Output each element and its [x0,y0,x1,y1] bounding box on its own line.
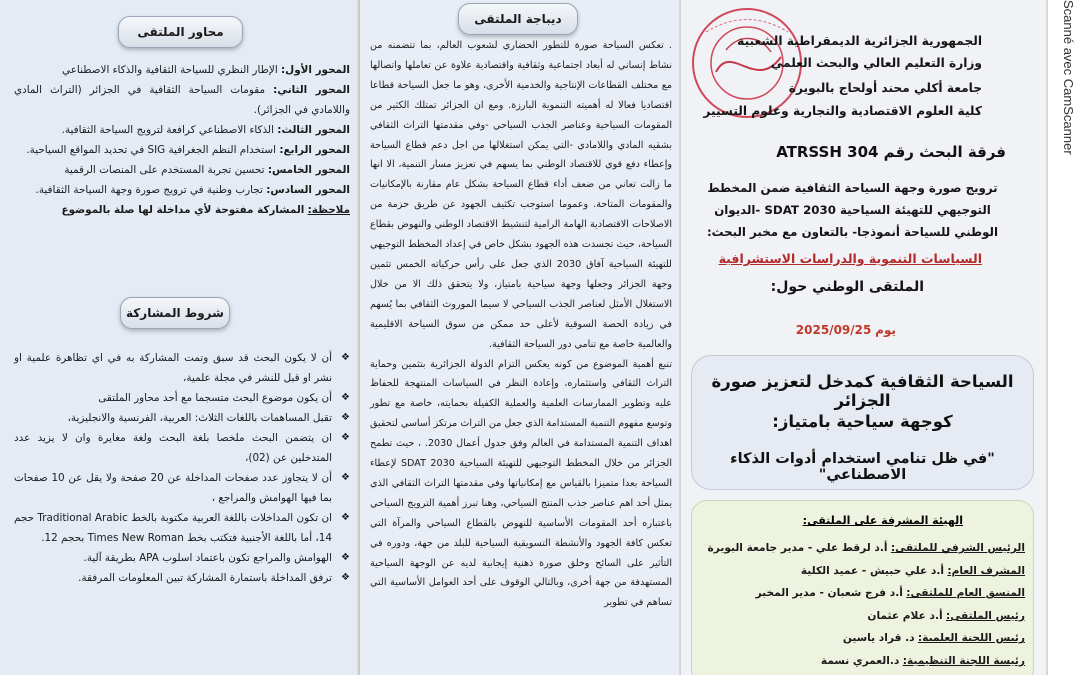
scanner-watermark [1048,0,1080,675]
right-panel [680,0,1046,675]
conditions-list [14,348,350,588]
axes-list [14,60,350,220]
header-line: الجمهورية الجزائرية الديمقراطية الشعبية [737,34,982,48]
forum-label: الملتقى الوطني حول: [770,279,924,295]
theme-line-3: "في ظل تنامي استخدام أدوات الذكاء الاصطناعي" [730,451,995,483]
middle-panel [359,0,679,675]
note: ملاحظة: المشاركة مفتوحة لأي مداخلة لها صلة بالموضوع [61,204,350,216]
condition-item: ❖ ان تكون المداخلات باللغة العربية مكتوبة بالخط Traditional Arabic حجم 14، أما باللغة الأجنبية فتكتب بخط Times New Roman بحجم 12. [14,508,350,548]
axis-item: المحور الرابع: استخدام النظم الجغرافية SIG في تحديد المواقع السياحية. [26,144,350,156]
condition-item: ❖ أن يكون موضوع البحث متسجما مع أحد محاور الملتقى [14,388,350,408]
committee-item: المنسق العام للملتقى: أ.د فرج شعبان - مدير المخبر [755,587,1025,600]
preamble-paragraph-1: . تعكس السياحة صورة للتطور الحضاري لشعوب العالم، بما تتضمنه من نشاط إنساني له أبعاد اجتماعية وثقافية واقتصادية علاوة عن تعاملها واتصالها مع مختلف القطاعات الإنتاجية والخدمية الأخرى، وهو ما جعل السياحة قطاعا اقتصاديا فعالا له أهميته التنموية البارزة. ومع ان الجزائر تمتلك الكثير من المقومات السياحية وعناصر الجذب السياحي -وفي مقدمتها التراث الثقافي بشقيه المادي واللامادي -التي يمكن استغلالها من اجل دعم قطاع السياحة وإعطاء دفع قوي للاقتصاد الوطني بما يسهم في تعزيز مسار التنمية، الا انها ما زالت تعاني من ضعف أداء قطاع السياحة بشكل عام مقارنة بالإمكانيات والمقومات المتاحة. وعموما استوجب تكثيف الجهود عن طريق حزمة من الاصلاحات الاقتصادية الهامة الرامية لتنشيط الاقتصاد الوطني والنهوض بقطاع السياحة، حيث تجسدت هذه الجهود بشكل خاص في إعداد المخطط التوجيهي للتهيئة السياحية آفاق 2030 الذي جعل على رأس حركياته الخمس تثمين وجهة الجزائر وجعلها وجهة سياحية بامتياز، ولا يتحقق ذلك الا من خلال الاستغلال الأمثل لعناصر الجذب السياحي لا سيما الموروث الثقافي بما يُسهم في زيادة الحصة السوقية لأعلى حد ممكن من سوق السياحة الاقليمية والعالمية خاصة مع تنامي دور السياحة الثقافية. [370,40,672,350]
committee-item: المشرف العام: أ.د علي حبيش - عميد الكلية [800,564,1025,577]
axis-item: المحور الأول: الإطار النظري للسياحة الثقافية والذكاء الاصطناعي [62,64,350,76]
committee-item: رئيس اللجنة العلمية: د. قراد ياسين [842,632,1025,645]
axis-item: المحور الخامس: تحسين تجربة المستخدم على المنصات الرقمية [64,164,350,176]
preamble-paragraph-2: تنبع أهمية الموضوع من كونه يعكس التزام الدولة الجزائرية بتثمين وحماية التراث الثقافي واستثماره، وإعادة النظر في السياسات المنتهجة للحفاظ عليه وتطوير الممارسات العلمية والعملية الكفيلة بحمايته، خاصة مع تطور وتوسع مفهوم التنمية المستدامة الذي جعل من التراث مرتكز أساسي لتحقيق اهداف التنمية المستدامة في العالم وفق جدول أعمال 2030. ، حيث تطمح الجزائر من خلال المخطط التوجيهي للتهيئة السياحية SDAT 2030 لإعطاء السياحة بعدا متميزا بالقياس مع إمكانياتها وفي مقدمتها التراث الثقافي الذي يمثل أحد اهم عناصر جذب المنتج السياحي، وهنا تبرز أهمية الترويج السياحي باعتباره أحد المقومات الأساسية للنهوض بالقطاع السياحي والمرآة التي تعكس كافة الجهود والأنشطة التسويقية السياحية للبلد من جهة، ودوره في التأثير على السائح وخلق صورة ذهنية إيجابية لديه عن الوجهة السياحية المستهدفة من جهة أخرى، وبالتالي الوقوف على أحد العوامل الأساسية التي تساهم في تطوير [370,358,672,609]
preamble-title: ديباجة الملتقى [458,3,578,35]
conditions-title: شروط المشاركة [120,297,230,329]
axis-item: المحور السادس: تجارب وطنية في ترويج صورة وجهة السياحة الثقافية. [35,184,350,196]
committee-item: رئيس الملتقى: أ.د علام عثمان [867,609,1025,622]
committee-title: الهيئة المشرفة على الملتقى: [802,514,963,527]
scanner-label: Scanné avec CamScanner [1061,0,1076,155]
preamble-text [370,36,672,613]
header-line: وزارة التعليم العالي والبحث العلمي [770,56,982,70]
axis-item: المحور الثاني: مقومات السياحة الثقافية في الجزائر (التراث المادي واللامادي في الجزائر). [14,84,350,116]
research-team: فرقة البحث رقم ATRSSH 304 [776,143,1006,161]
header-line: كلية العلوم الاقتصادية والتجارية وعلوم التسيير [703,104,982,118]
theme-box [691,355,1034,490]
axes-title: محاور الملتقى [118,16,243,48]
condition-item: ❖ ان يتضمن البحث ملخصا بلغة البحث ولغة مغايرة وان لا يزيد عدد المتدخلين عن (02)، [14,428,350,468]
condition-item: ❖ ترفق المداخلة باستمارة المشاركة تبين المعلومات المرفقة. [14,568,350,588]
committee-item: رئيسة اللجنة التنظيمية: د.العمري نسمة [820,654,1025,667]
left-panel [0,0,357,675]
theme-line-1: السياحة الثقافية كمدخل لتعزيز صورة الجزائر [711,372,1014,410]
theme-line-2: كوجهة سياحية بامتياز: [772,412,953,431]
committee-box [691,500,1034,675]
condition-item: ❖ أن لا يكون البحث قد سبق وتمت المشاركة به في اي تظاهرة علمية او نشر او قبل للنشر في مجلة علمية، [14,348,350,388]
axis-item: المحور الثالث: الذكاء الاصطناعي كرافعة لترويج السياحة الثقافية. [61,124,350,136]
header-line: جامعة أكلي محند أولحاج بالبويرة [788,81,982,95]
committee-list [700,537,1025,673]
condition-item: ❖ أن لا يتجاوز عدد صفحات المداخلة عن 20 صفحة ولا يقل عن 10 صفحات بما فيها الهوامش والمراجع ، [14,468,350,508]
lab-name: السياسات التنموية والدراسات الاستشرافية [718,251,982,266]
event-date: يوم 2025/09/25 [795,323,896,337]
condition-item: ❖ تقبل المساهمات باللغات الثلاث: العربية، الفرنسية والانجليزية، [14,408,350,428]
condition-item: ❖ الهوامش والمراجع تكون باعتماد اسلوب APA بطريقة آلية. [14,548,350,568]
committee-item: الرئيس الشرفي للملتقى: أ.د لرقط علي - مدير جامعة البويرة [707,542,1025,554]
project-title: ترويج صورة وجهة السياحة الثقافية ضمن المخطط التوجيهي للتهيئة السياحية SDAT 2030 -الديوان الوطني للسياحة أنموذجا- بالتعاون مع مخبر البحث: [706,181,999,239]
